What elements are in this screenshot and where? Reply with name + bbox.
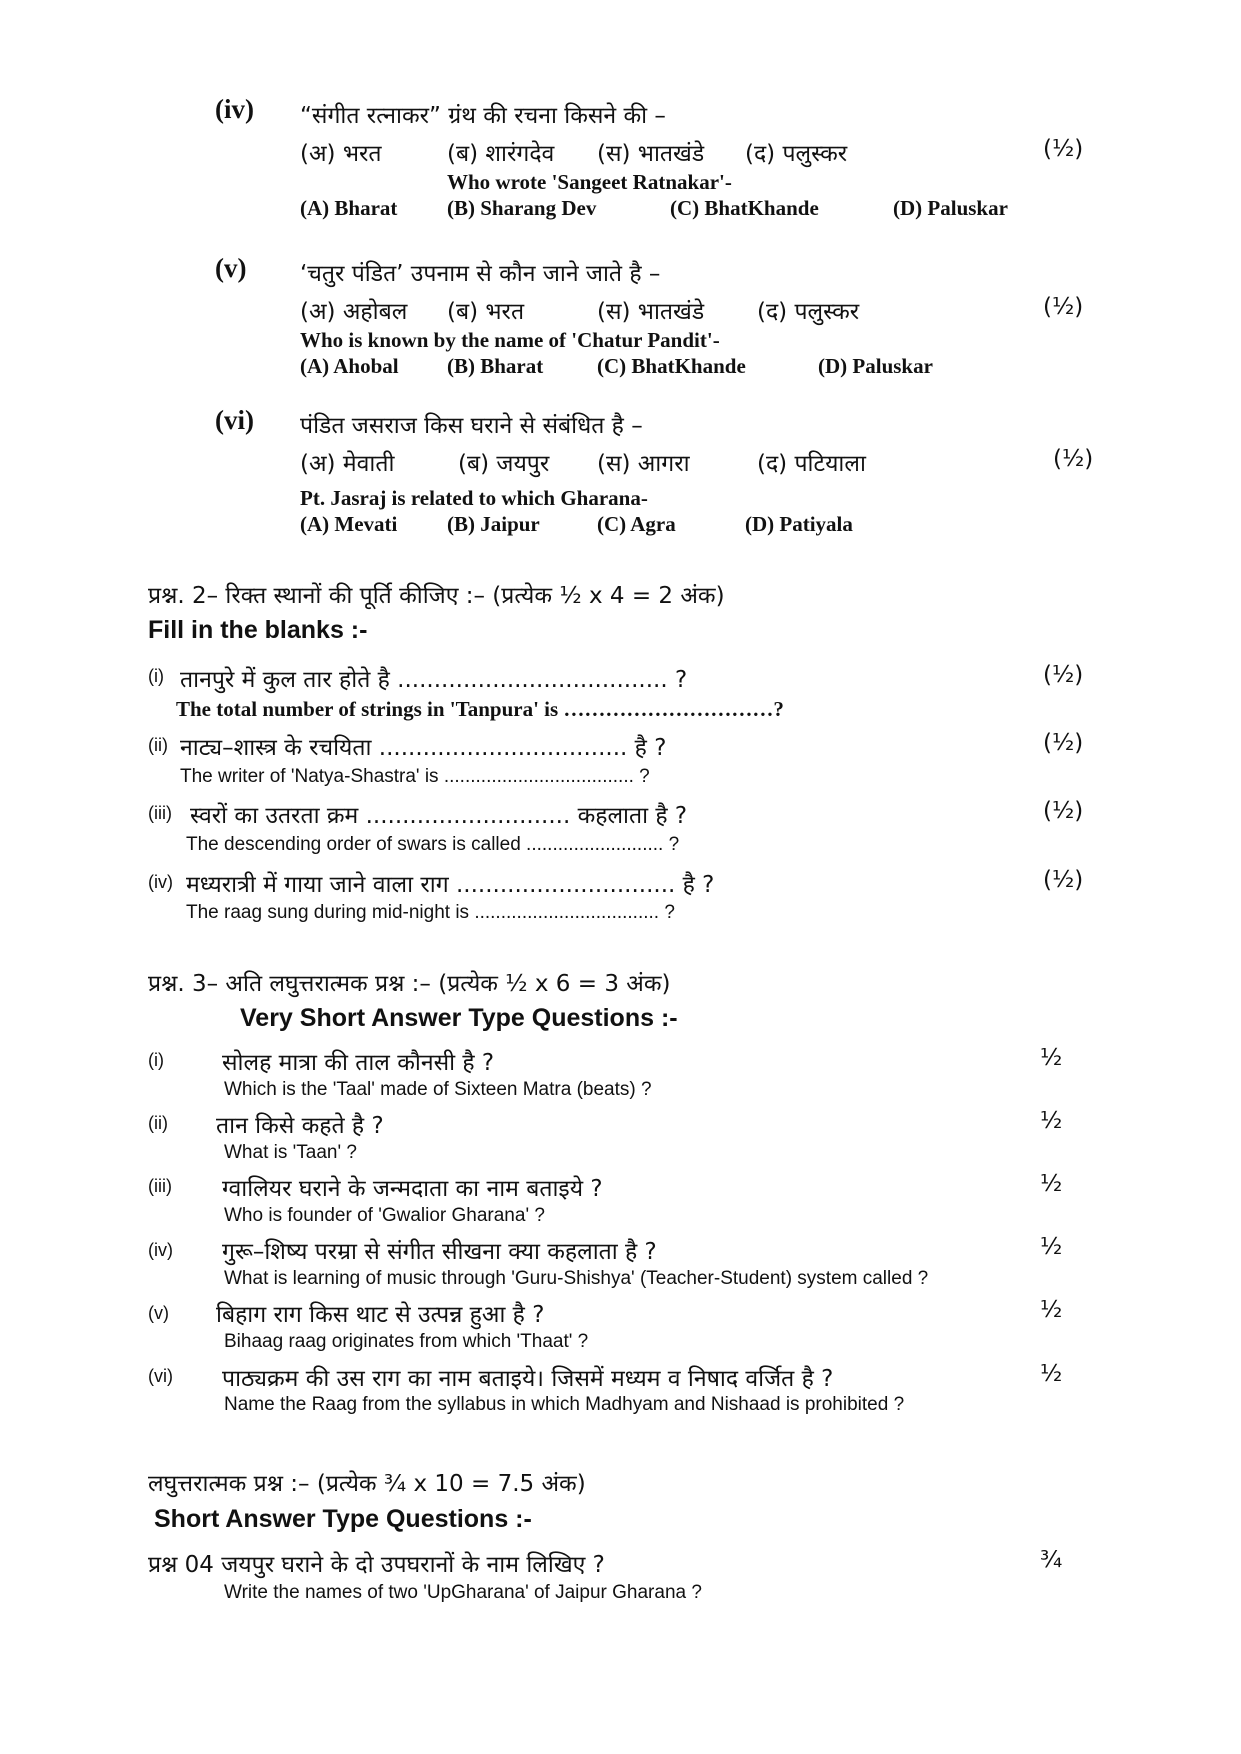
option-english: (C) BhatKhande xyxy=(597,354,746,378)
question-english: Who is known by the name of 'Chatur Pandit'- xyxy=(300,328,720,352)
section-heading-english: Fill in the blanks :- xyxy=(148,616,368,644)
item-english: Bihaag raag originates from which 'Thaat' ? xyxy=(224,1331,589,1352)
question-english: Who wrote 'Sangeet Ratnakar'- xyxy=(447,170,732,194)
option-hindi: (द) पटियाला xyxy=(757,451,866,477)
question-hindi: ‘चतुर पंडित’ उपनाम से कौन जाने जाते है – xyxy=(300,261,661,287)
question-hindi: “संगीत रत्नाकर” ग्रंथ की रचना किसने की – xyxy=(300,103,666,129)
item-english: Who is founder of 'Gwalior Gharana' ? xyxy=(224,1205,545,1226)
item-english: What is learning of music through 'Guru-Shishya' (Teacher-Student) system called ? xyxy=(224,1268,929,1289)
item-number: (ii) xyxy=(148,1113,168,1133)
item-hindi: बिहाग राग किस थाट से उत्पन्न हुआ है ? xyxy=(216,1302,545,1328)
option-english: (C) Agra xyxy=(597,512,676,536)
section-heading-english: Very Short Answer Type Questions :- xyxy=(240,1004,678,1032)
option-hindi: (स) आगरा xyxy=(597,451,690,477)
marks: ½ xyxy=(1040,1045,1063,1071)
option-hindi: (द) पलुस्कर xyxy=(745,141,848,167)
option-hindi: (द) पलुस्कर xyxy=(757,299,860,325)
item-number: (iii) xyxy=(148,1176,172,1196)
item-number: (iii) xyxy=(148,803,172,823)
question-number: (iv) xyxy=(215,94,254,124)
item-hindi: तान किसे कहते है ? xyxy=(216,1113,384,1139)
question-hindi: प्रश्न 04 जयपुर घराने के दो उपघरानों के नाम लिखिए ? xyxy=(148,1552,605,1578)
option-hindi: (अ) मेवाती xyxy=(300,451,395,477)
item-hindi: ग्वालियर घराने के जन्मदाता का नाम बताइये ? xyxy=(222,1176,603,1202)
section-heading-english: Short Answer Type Questions :- xyxy=(154,1505,532,1533)
item-english: Which is the 'Taal' made of Sixteen Matra (beats) ? xyxy=(224,1079,652,1100)
marks: ½ xyxy=(1040,1297,1063,1323)
option-english: (A) Ahobal xyxy=(300,354,399,378)
item-number: (v) xyxy=(148,1303,169,1323)
item-number: (i) xyxy=(148,1050,164,1070)
marks: ½ xyxy=(1040,1234,1063,1260)
marks: ½ xyxy=(1040,1171,1063,1197)
option-english: (D) Paluskar xyxy=(818,354,933,378)
option-hindi: (ब) शारंगदेव xyxy=(447,141,555,167)
option-english: (B) Bharat xyxy=(447,354,544,378)
marks: (½) xyxy=(1043,294,1084,320)
item-hindi: तानपुरे में कुल तार होते है ..................................... ? xyxy=(180,667,688,693)
section-heading-hindi: प्रश्न. 2– रिक्त स्थानों की पूर्ति कीजिए :– (प्रत्येक ½ x 4 = 2 अंक) xyxy=(148,583,725,609)
item-hindi: मध्यरात्री में गाया जाने वाला राग .............................. है ? xyxy=(186,872,715,898)
option-english: (A) Bharat xyxy=(300,196,398,220)
marks: (½) xyxy=(1043,867,1084,893)
marks: ½ xyxy=(1040,1361,1063,1387)
item-english: Name the Raag from the syllabus in which Madhyam and Nishaad is prohibited ? xyxy=(224,1394,905,1415)
item-hindi: स्वरों का उतरता क्रम ............................ कहलाता है ? xyxy=(190,803,688,829)
item-hindi: गुरू–शिष्य परम्रा से संगीत सीखना क्या कहलाता है ? xyxy=(222,1239,657,1265)
item-english: The descending order of swars is called .......................... ? xyxy=(186,834,680,855)
option-hindi: (ब) भरत xyxy=(447,299,525,325)
item-hindi: पाठ्यक्रम की उस राग का नाम बताइये। जिसमें मध्यम व निषाद वर्जित है ? xyxy=(222,1366,834,1392)
marks: ¾ xyxy=(1040,1547,1063,1573)
item-english: What is 'Taan' ? xyxy=(224,1142,357,1163)
option-hindi: (अ) भरत xyxy=(300,141,382,167)
option-hindi: (स) भातखंडे xyxy=(597,299,705,325)
option-english: (B) Sharang Dev xyxy=(447,196,597,220)
item-number: (vi) xyxy=(148,1366,173,1386)
question-hindi: पंडित जसराज किस घराने से संबंधित है – xyxy=(300,413,643,439)
question-english: Pt. Jasraj is related to which Gharana- xyxy=(300,486,648,510)
question-number: (vi) xyxy=(215,405,254,435)
item-number: (ii) xyxy=(148,735,168,755)
section-heading-hindi: लघुत्तरात्मक प्रश्न :– (प्रत्येक ¾ x 10 = 7.5 अंक) xyxy=(148,1471,586,1497)
item-number: (iv) xyxy=(148,872,173,892)
option-english: (A) Mevati xyxy=(300,512,398,536)
marks: (½) xyxy=(1043,136,1084,162)
marks: ½ xyxy=(1040,1108,1063,1134)
item-number: (i) xyxy=(148,666,164,686)
question-english: Write the names of two 'UpGharana' of Jaipur Gharana ? xyxy=(224,1582,702,1603)
question-number: (v) xyxy=(215,253,247,283)
item-number: (iv) xyxy=(148,1240,173,1260)
option-english: (B) Jaipur xyxy=(447,512,540,536)
item-english: The writer of 'Natya-Shastra' is .................................... ? xyxy=(180,766,650,787)
option-english: (C) BhatKhande xyxy=(670,196,819,220)
option-hindi: (स) भातखंडे xyxy=(597,141,705,167)
item-english: The total number of strings in 'Tanpura' is …………………………? xyxy=(176,697,784,721)
item-english: The raag sung during mid-night is ................................... ? xyxy=(186,902,675,923)
option-hindi: (अ) अहोबल xyxy=(300,299,408,325)
item-hindi: नाट्य–शास्त्र के रचयिता .................................. है ? xyxy=(180,735,667,761)
marks: (½) xyxy=(1043,798,1084,824)
option-hindi: (ब) जयपुर xyxy=(458,451,550,477)
option-english: (D) Patiyala xyxy=(745,512,853,536)
marks: (½) xyxy=(1043,730,1084,756)
item-hindi: सोलह मात्रा की ताल कौनसी है ? xyxy=(222,1050,495,1076)
marks: (½) xyxy=(1053,446,1094,472)
option-english: (D) Paluskar xyxy=(893,196,1008,220)
section-heading-hindi: प्रश्न. 3– अति लघुत्तरात्मक प्रश्न :– (प्रत्येक ½ x 6 = 3 अंक) xyxy=(148,971,671,997)
marks: (½) xyxy=(1043,662,1084,688)
